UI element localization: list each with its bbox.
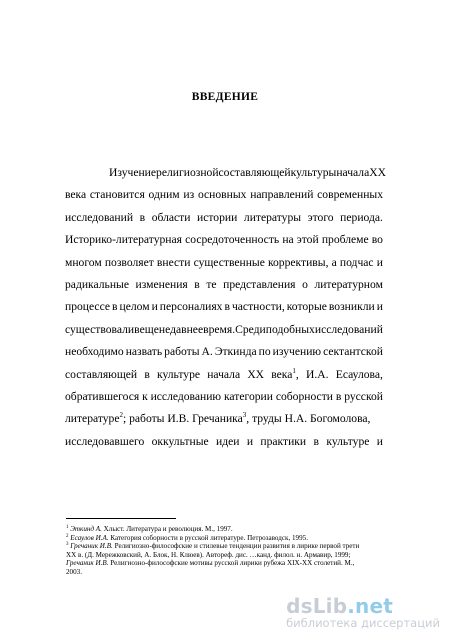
word: Историко-литературная <box>65 233 182 247</box>
footnote-line <box>66 525 384 534</box>
footnote-line <box>66 559 384 568</box>
text-line <box>65 319 383 341</box>
watermark <box>286 595 440 630</box>
word: в <box>144 367 150 381</box>
word: проблеме <box>321 233 369 247</box>
word: изучению <box>272 345 322 359</box>
text-line <box>65 296 383 318</box>
footnote-number: 2 <box>66 533 69 539</box>
word: внести <box>156 255 191 269</box>
word: культуре <box>156 367 201 381</box>
footnote-ref-3: 3 <box>242 411 247 420</box>
line-text: , труды Н.А. Богомолова, <box>246 412 371 426</box>
word: Есаулова, <box>335 367 383 381</box>
watermark-subtitle: библиотека диссертаций <box>286 616 440 630</box>
footnote-number: 3 <box>66 542 69 548</box>
word: Эткинда <box>214 345 257 359</box>
text-line <box>65 184 383 206</box>
text-line <box>65 162 386 184</box>
text-line <box>65 364 383 386</box>
word: сектантской <box>323 345 383 359</box>
word: основных <box>197 188 247 202</box>
word: во <box>371 233 383 247</box>
word: целом <box>119 300 150 314</box>
word: начала <box>207 367 241 381</box>
text-line <box>65 207 383 229</box>
word: подчас <box>339 255 374 269</box>
word: в <box>194 277 200 291</box>
word: необходимо <box>65 345 124 359</box>
footnote-text: Хлыст. Литература и революция. М., 1997. <box>101 525 233 533</box>
text-line <box>65 431 383 453</box>
word: и <box>376 300 383 314</box>
word: Изучение <box>109 166 157 179</box>
word: составляющей <box>65 367 138 381</box>
footnote-line <box>66 534 384 543</box>
word: в <box>112 300 118 314</box>
word: существовали <box>65 322 135 336</box>
word: современных <box>317 188 383 202</box>
body-paragraph <box>65 162 386 453</box>
word: составляющей <box>218 166 291 179</box>
word: многом <box>65 255 102 269</box>
word: XX <box>247 367 265 381</box>
word: этого <box>307 210 334 224</box>
word: в <box>134 322 140 336</box>
watermark-logo: dsLib.net <box>286 594 393 618</box>
word: культуре <box>326 434 370 448</box>
footnote-author: Эткинд А. <box>70 525 102 533</box>
word: работы <box>164 345 200 359</box>
text-line <box>65 252 383 274</box>
word: сосредоточенность <box>185 233 280 247</box>
word: и <box>246 434 254 448</box>
word: исследованию <box>150 389 222 403</box>
word: и <box>151 300 158 314</box>
footnote-line <box>66 551 384 560</box>
footnote-number: 1 <box>66 525 69 530</box>
word: еще <box>139 322 159 336</box>
word: на <box>282 233 294 247</box>
text-line <box>65 386 383 408</box>
word: те <box>206 277 217 291</box>
page-heading: ВВЕДЕНИЕ <box>191 91 259 103</box>
word: категории <box>223 389 273 403</box>
word: исследовавшего <box>65 434 145 448</box>
word: исследований <box>65 210 134 224</box>
word: частности, <box>231 300 285 314</box>
word: и <box>376 255 383 269</box>
word: Среди <box>235 322 266 336</box>
footnote-line <box>66 542 384 551</box>
footnote-separator <box>66 518 176 519</box>
line-text: ; работы И.В. Гречаника <box>123 412 243 426</box>
word: века <box>65 188 87 202</box>
word: А. <box>201 345 213 359</box>
word: исследований <box>314 322 383 336</box>
text-line <box>65 408 383 430</box>
text-line <box>65 274 383 296</box>
word: И.А. <box>306 367 329 381</box>
word: века$^1$, <box>271 366 299 381</box>
word: становится <box>89 188 145 202</box>
word: религиозной <box>156 166 219 179</box>
word: обратившегося <box>65 389 140 403</box>
word: русской <box>344 389 383 403</box>
word: по <box>258 345 271 359</box>
word: в <box>313 434 319 448</box>
word: персоналиях <box>159 300 223 314</box>
word: литературном <box>314 277 383 291</box>
word: время. <box>203 322 236 336</box>
footnote-author: Гречаник И.В. <box>66 559 109 568</box>
word: коррективы, <box>267 255 329 269</box>
word: о <box>302 277 308 291</box>
word: области <box>151 210 191 224</box>
word: в <box>224 300 230 314</box>
word: соборности <box>275 389 333 403</box>
word: периода. <box>340 210 383 224</box>
word: литературы <box>243 210 302 224</box>
footnote-text: XX в. (Д. Мережковский, А. Блок, Н. Клюев). Автореф. дис. …канд. филол. н. Армавир, 1999; <box>66 550 351 559</box>
footnote-text: 2003. <box>66 567 82 576</box>
word: назвать <box>125 345 163 359</box>
word: этой <box>296 233 319 247</box>
word: изменения <box>135 277 188 291</box>
word: идеи <box>216 434 240 448</box>
word: которые <box>286 300 327 314</box>
word: истории <box>197 210 238 224</box>
word: практики <box>260 434 307 448</box>
line-text: литературе <box>65 412 120 426</box>
footnote-line <box>66 568 384 577</box>
footnote-text: Религиозно-философские мотивы русской лирики рубежа XIX-XX столетий. М., <box>108 559 355 568</box>
word: XX <box>369 166 386 179</box>
footnote-author: Есаулов И.А. <box>70 533 109 542</box>
text-line <box>65 341 383 363</box>
footnote-ref-2: 2 <box>119 411 123 420</box>
word: начала <box>336 166 370 179</box>
word: одним <box>148 188 180 202</box>
footnotes <box>66 525 384 577</box>
word: представления <box>223 277 296 291</box>
word: подобных <box>265 322 315 336</box>
word: из <box>183 188 195 202</box>
footnote-text: Категория соборности в русской литературе. Петрозаводск, 1995. <box>108 533 308 542</box>
word: существенные <box>193 255 265 269</box>
word: а <box>331 255 337 269</box>
word: недавнее <box>158 322 204 336</box>
word: в <box>139 210 146 224</box>
word: направлений <box>250 188 314 202</box>
word: к <box>142 389 148 403</box>
word: и <box>376 434 383 448</box>
word: радикальные <box>65 277 129 291</box>
footnote-text: Религиозно-философские и стилевые тенденции развития в лирике первой трети <box>112 542 360 551</box>
text-line <box>65 229 383 251</box>
word: возникли <box>328 300 375 314</box>
word: в <box>335 389 342 403</box>
word: позволяет <box>104 255 154 269</box>
footnote-ref-1: 1 <box>292 366 296 375</box>
word: оккультные <box>151 434 209 448</box>
footnote-author: Гречаник И.В. <box>70 542 113 551</box>
word: культуры <box>290 166 337 179</box>
word: процессе <box>65 300 111 314</box>
